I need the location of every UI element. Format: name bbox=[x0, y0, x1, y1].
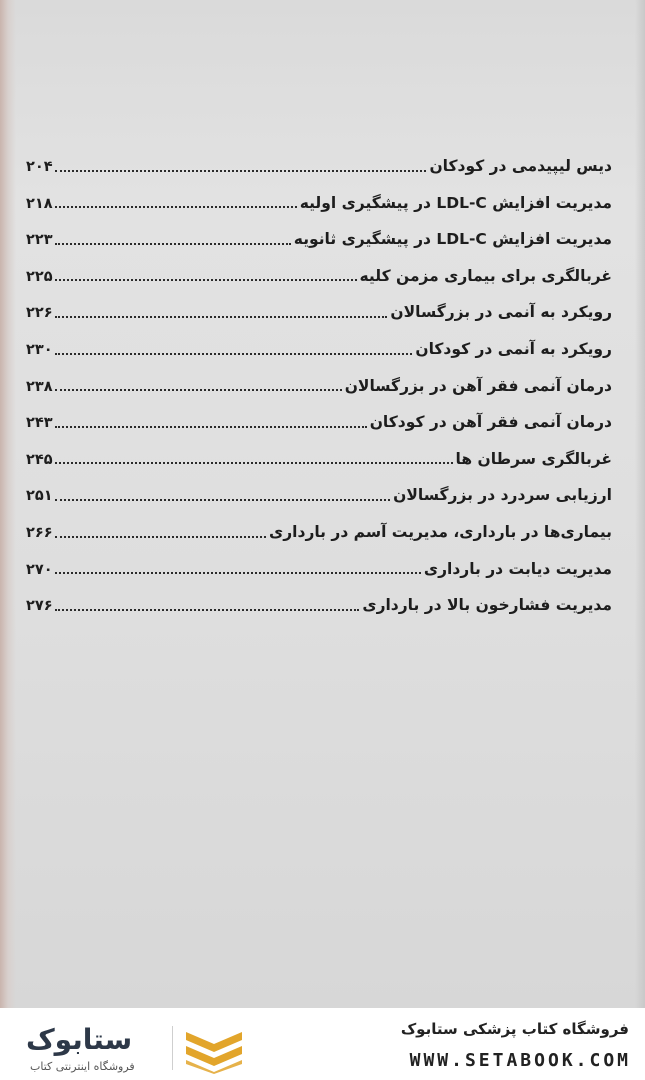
toc-dot-leader bbox=[55, 426, 367, 428]
toc-entry-page-number: ۲۳۸ bbox=[26, 378, 53, 395]
toc-dot-leader bbox=[55, 536, 266, 538]
toc-entry bbox=[26, 175, 612, 212]
toc-entry-title: رویکرد به آنمی در بزرگسالان bbox=[390, 303, 612, 322]
toc-entry-page-number: ۲۷۰ bbox=[26, 561, 53, 578]
logo-tagline: فروشگاه اینترنتی کتاب bbox=[30, 1060, 135, 1073]
toc-entry-page-number: ۲۴۵ bbox=[26, 451, 53, 468]
toc-dot-leader bbox=[55, 316, 388, 318]
toc-dot-leader bbox=[55, 462, 453, 464]
toc-entry-title: مدیریت فشارخون بالا در بارداری bbox=[362, 596, 612, 615]
toc-entry-title: غربالگری سرطان ها bbox=[455, 449, 612, 468]
toc-dot-leader bbox=[55, 279, 357, 281]
toc-entry-page-number: ۲۰۴ bbox=[26, 159, 53, 176]
toc-entry-page-number: ۲۲۵ bbox=[26, 268, 53, 285]
toc-entry-title: رویکرد به آنمی در کودکان bbox=[415, 340, 612, 359]
toc-dot-leader bbox=[55, 609, 360, 611]
toc-dot-leader bbox=[55, 353, 413, 355]
toc-dot-leader bbox=[55, 243, 291, 245]
store-url[interactable]: WWW.SETABOOK.COM bbox=[409, 1050, 631, 1071]
toc-entry-title: غربالگری برای بیماری مزمن کلیه bbox=[359, 266, 612, 285]
toc-entry bbox=[26, 504, 612, 541]
toc-dot-leader bbox=[55, 499, 391, 501]
toc-entry-title: درمان آنمی فقر آهن در کودکان bbox=[369, 413, 612, 432]
logo-wordmark: ستابوک bbox=[26, 1023, 133, 1056]
toc-entry bbox=[26, 467, 612, 504]
store-title: فروشگاه کتاب پزشکی ستابوک bbox=[400, 1020, 629, 1038]
toc-entry bbox=[26, 321, 612, 358]
toc-entry bbox=[26, 431, 612, 468]
toc-entry bbox=[26, 394, 612, 431]
toc-entry-page-number: ۲۳۰ bbox=[26, 342, 53, 359]
toc-entry-title: مدیریت دیابت در بارداری bbox=[423, 559, 612, 578]
toc-dot-leader bbox=[55, 206, 297, 208]
logo-divider bbox=[172, 1026, 173, 1070]
toc-entry-page-number: ۲۵۱ bbox=[26, 488, 53, 505]
toc-entry-title: مدیریت افزایش LDL-C در پیشگیری ثانویه bbox=[293, 230, 612, 249]
toc-dot-leader bbox=[55, 572, 421, 574]
toc-entry-page-number: ۲۷۶ bbox=[26, 598, 53, 615]
toc-entry bbox=[26, 248, 612, 285]
toc-entry-page-number: ۲۱۸ bbox=[26, 195, 53, 212]
toc-entry bbox=[26, 211, 612, 248]
toc-entry-title: دیس لیپیدمی در کودکان bbox=[429, 157, 612, 176]
toc-entry-title: بیماری‌ها در بارداری، مدیریت آسم در بارداری bbox=[269, 523, 612, 542]
toc-entry bbox=[26, 577, 612, 614]
table-of-contents bbox=[26, 138, 612, 614]
toc-entry-title: درمان آنمی فقر آهن در بزرگسالان bbox=[344, 376, 612, 395]
toc-entry bbox=[26, 358, 612, 395]
page-edge-shadow bbox=[635, 0, 645, 1008]
page-fold-shadow bbox=[0, 0, 16, 1008]
toc-dot-leader bbox=[55, 170, 427, 172]
toc-entry bbox=[26, 284, 612, 321]
toc-entry-title: مدیریت افزایش LDL-C در پیشگیری اولیه bbox=[299, 193, 612, 212]
toc-dot-leader bbox=[55, 389, 342, 391]
toc-entry-page-number: ۲۶۶ bbox=[26, 525, 53, 542]
toc-entry-page-number: ۲۴۳ bbox=[26, 415, 53, 432]
toc-entry bbox=[26, 138, 612, 175]
toc-entry-page-number: ۲۲۶ bbox=[26, 305, 53, 322]
toc-entry bbox=[26, 541, 612, 578]
store-footer bbox=[0, 1008, 645, 1080]
toc-entry-title: ارزیابی سردرد در بزرگسالان bbox=[393, 486, 612, 505]
toc-entry-page-number: ۲۲۳ bbox=[26, 232, 53, 249]
chevron-logo-icon bbox=[182, 1028, 246, 1074]
